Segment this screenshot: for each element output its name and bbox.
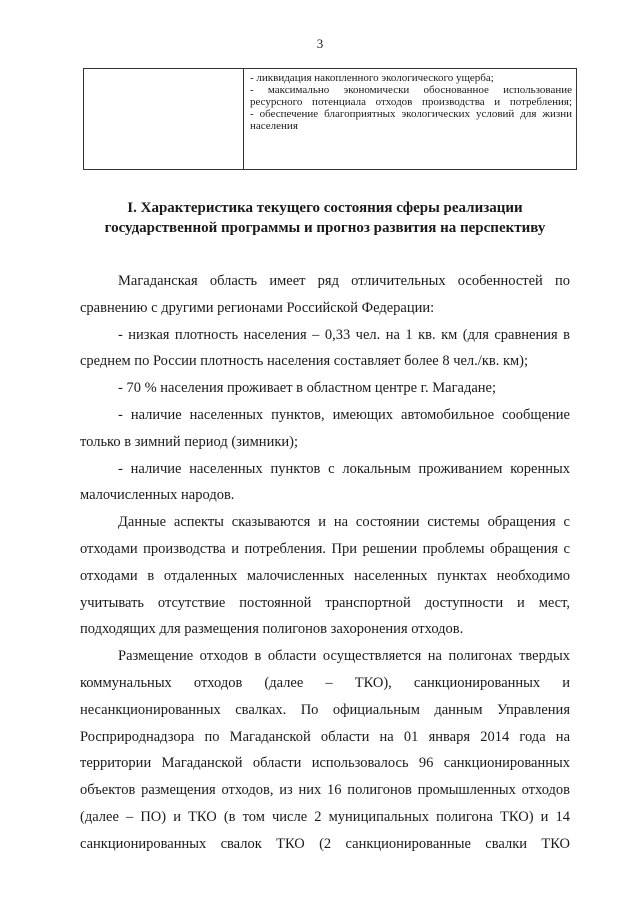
table-cell-goals [244,69,576,169]
list-item: - низкая плотность населения – 0,33 чел. на 1 кв. км (для сравнения в среднем по России плотность населения составляет более 8 чел./кв. км); [80,326,570,370]
paragraph: Магаданская область имеет ряд отличительных особенностей по сравнению с другими регионами Российской Федерации: [80,273,570,316]
section-title-line: I. Характеристика текущего состояния сферы реализации [127,200,523,216]
section-title-line: государственной программы и прогноз развития на перспективу [104,220,546,236]
goal-item: - ликвидация накопленного экологического ущерба; [250,72,494,84]
paragraph: Размещение отходов в области осуществляется на полигонах твердых коммунальных отходов (далее – ТКО), санкционированных и несанкционированных свалках. По официальным данным Управления Росприроднадзора по Магаданской области на 01 января 2014 года на территории Магаданской области использовалось 96 санкционированных объектов размещения отходов, из них 16 полигонов промышленных отходов (далее – ПО) и ТКО (в том числе 2 муниципальных полигона ТКО) и 14 санкционированных свалок ТКО (2 санкционированные свалки ТКО [80,648,570,852]
list-item: - наличие населенных пунктов с локальным проживанием коренных малочисленных народов. [80,460,570,504]
page-number: 3 [316,36,324,51]
goals-table [83,68,577,170]
list-item: - наличие населенных пунктов, имеющих автомобильное сообщение только в зимний период (зимники); [80,406,570,450]
paragraph: Данные аспекты сказываются и на состоянии системы обращения с отходами производства и потребления. При решении проблемы обращения с отходами в отдаленных малочисленных населенных пунктах необходимо учитывать отсутствие постоянной транспортной доступности и мест, подходящих для размещения полигонов захоронения отходов. [80,514,570,638]
body-text [80,268,570,858]
goal-item: - обеспечение благоприятных экологических условий для жизни населения [250,108,572,132]
goal-item: - максимально экономически обоснованное использование ресурсного потенциала отходов производства и потребления; [250,84,572,108]
table-cell-empty [84,69,244,169]
list-item: - 70 % населения проживает в областном центре г. Магадане; [118,380,496,397]
section-title [70,198,580,238]
